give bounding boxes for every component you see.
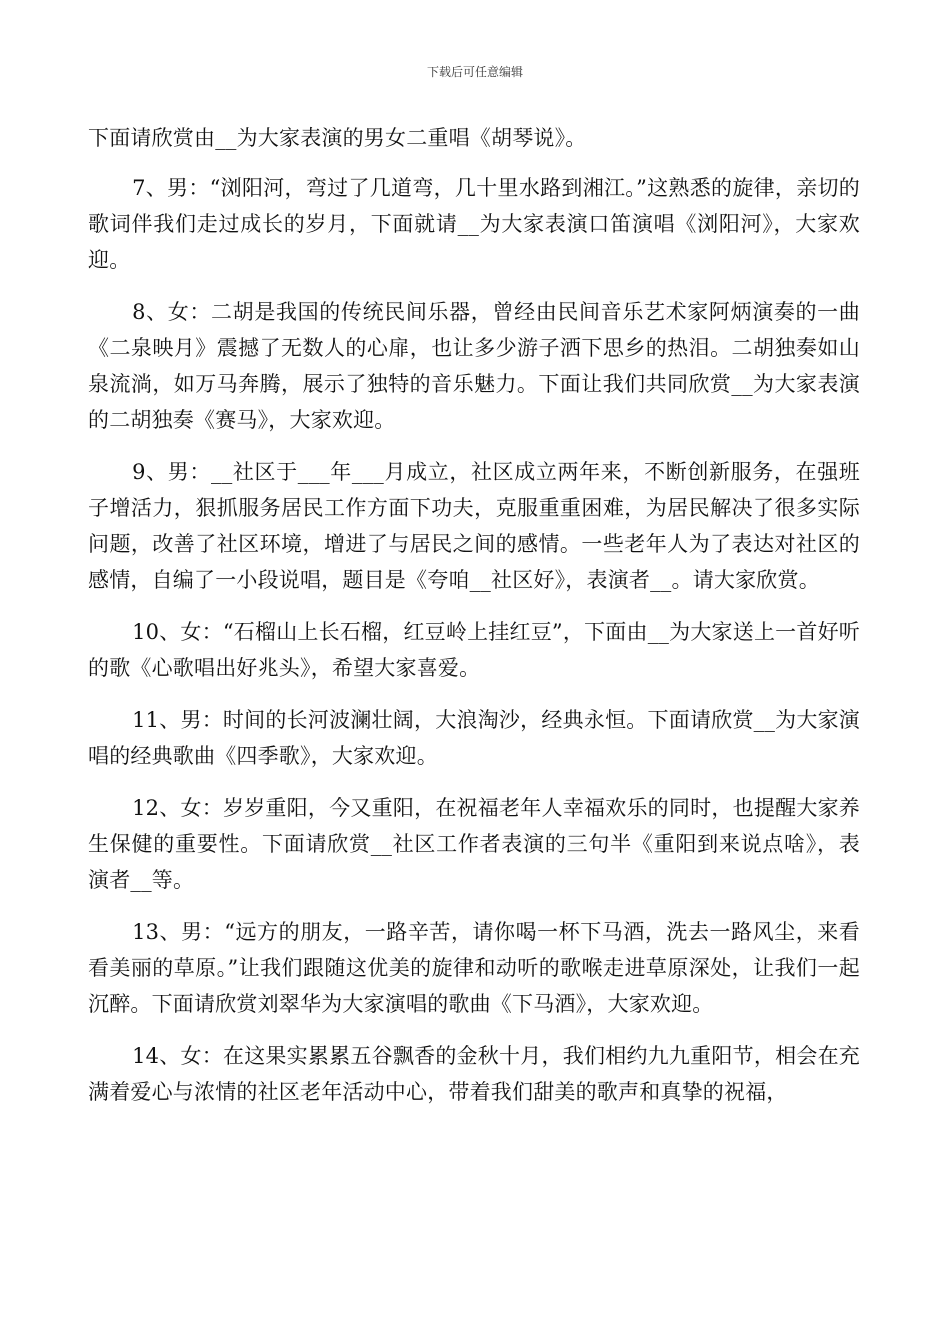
paragraph-10: 10、女：“石榴山上长石榴，红豆岭上挂红豆”，下面由__为大家送上一首好听的歌《心歌唱出好兆头》，希望大家喜爱。 (88, 620, 860, 680)
paragraph-13: 13、男：“远方的朋友，一路辛苦，请你喝一杯下马酒，洗去一路风尘，来看看美丽的草原。”让我们跟随这优美的旋律和动听的歌喉走进草原深处，让我们一起沉醉。下面请欣赏刘翠华为大家演唱的歌曲《下马酒》，大家欢迎。 (88, 920, 860, 1016)
paragraph-7: 7、男：“浏阳河，弯过了几道弯，几十里水路到湘江。”这熟悉的旋律，亲切的歌词伴我们走过成长的岁月，下面就请__为大家表演口笛演唱《浏阳河》，大家欢迎。 (88, 176, 860, 272)
paragraph-9: 9、男：__社区于___年___月成立，社区成立两年来，不断创新服务，在强班子增活力，狠抓服务居民工作方面下功夫，克服重重困难，为居民解决了很多实际问题，改善了社区环境，增进了与居民之间的感情。一些老年人为了表达对社区的感情，自编了一小段说唱，题目是《夸咱__社区好》，表演者__。请大家欣赏。 (88, 460, 860, 592)
paragraph-12: 12、女：岁岁重阳，今又重阳，在祝福老年人幸福欢乐的同时，也提醒大家养生保健的重要性。下面请欣赏__社区工作者表演的三句半《重阳到来说点啥》，表演者__等。 (88, 796, 860, 892)
paragraph-11: 11、男：时间的长河波澜壮阔，大浪淘沙，经典永恒。下面请欣赏__为大家演唱的经典歌曲《四季歌》，大家欢迎。 (88, 708, 860, 768)
paragraph-intro: 下面请欣赏由__为大家表演的男女二重唱《胡琴说》。 (88, 126, 587, 150)
page-header: 下载后可任意编辑 (426, 65, 523, 79)
document-body (88, 120, 860, 1126)
paragraph-14: 14、女：在这果实累累五谷飘香的金秋十月，我们相约九九重阳节，相会在充满着爱心与浓情的社区老年活动中心，带着我们甜美的歌声和真挚的祝福， (88, 1044, 860, 1104)
paragraph-8: 8、女：二胡是我国的传统民间乐器，曾经由民间音乐艺术家阿炳演奏的一曲《二泉映月》震撼了无数人的心扉，也让多少游子洒下思乡的热泪。二胡独奏如山泉流淌，如万马奔腾，展示了独特的音乐魅力。下面让我们共同欣赏__为大家表演的二胡独奏《赛马》，大家欢迎。 (88, 300, 860, 432)
